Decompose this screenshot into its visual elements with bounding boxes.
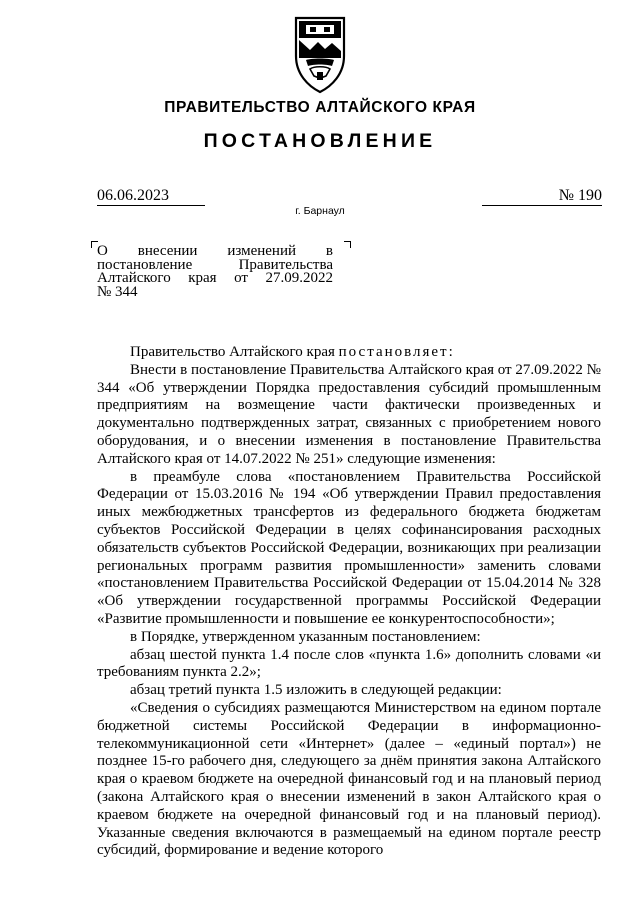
body-paragraph-2: в преамбуле слова «постановлением Правительства Российской Федерации от 15.03.2016 № 194 «Об утверждении Правил предоставления иных межбюджетных трансфертов из федерального бюджета бюджетам субъектов Российской Федерации в целях софинансирования расходных обязательств субъектов Российской Федерации, возникающих при реализации региональных программ развития промышленности» заменить словами «постановлением Правительства Российской Федерации от 15.04.2014 № 328 «Об утверждении государственной программы Российской Федерации «Развитие промышленности и повышение ее конкурентоспособности»;	[97, 468, 601, 627]
body-paragraph-1: Внести в постановление Правительства Алтайского края от 27.09.2022 № 344 «Об утверждении Порядка предоставления субсидий промышленным предприятиям на возмещение части фактически произведенных и документально подтвержденных затрат, связанных с приобретением нового оборудования, и о внесении изменения в постановление Правительства Алтайского края от 14.07.2022 № 251» следующие изменения:	[97, 361, 601, 467]
document-type-title: ПОСТАНОВЛЕНИЕ	[203, 130, 437, 152]
body-intro-subject: Правительство Алтайского края	[130, 344, 339, 360]
body-paragraph-6: «Сведения о субсидиях размещаются Министерством на едином портале бюджетной системы Российской Федерации в информационно-телекоммуникационной сети «Интернет» (далее – «единый портал») не позднее 15-го рабочего дня, следующего за днём принятия закона Алтайского края о краевом бюджете на очередной финансовый год и на плановый период (закона Алтайского края о внесении изменений в закон Алтайского края о краевом бюджете на очередной финансовый год и на плановый период). Указанные сведения включаются в размещаемый на едином портале реестр субсидий, формирование и ведение которого	[97, 699, 601, 859]
government-title: ПРАВИТЕЛЬСТВО АЛТАЙСКОГО КРАЯ	[164, 99, 476, 116]
document-date: 06.06.2023	[97, 188, 205, 206]
subject-text-last: № 344	[97, 283, 138, 300]
body-paragraph-3: в Порядке, утвержденном указанным постановлением:	[130, 628, 481, 645]
document-number: № 190	[482, 188, 602, 206]
subject-text: О внесении изменений в постановление Правительства Алтайского края от 27.09.2022	[97, 243, 333, 287]
altai-krai-emblem-icon	[292, 14, 348, 94]
body-intro	[97, 344, 601, 362]
subject-bracket-right	[344, 241, 351, 248]
body-intro-verb: постановляет:	[338, 344, 455, 360]
document-subject	[97, 245, 333, 299]
body-paragraph-4: абзац шестой пункта 1.4 после слов «пункта 1.6» дополнить словами «и требованиям пункта 2.2»;	[97, 646, 601, 681]
document-city: г. Барнаул	[295, 205, 345, 217]
document-body	[97, 344, 601, 860]
body-paragraph-5: абзац третий пункта 1.5 изложить в следующей редакции:	[130, 682, 502, 699]
